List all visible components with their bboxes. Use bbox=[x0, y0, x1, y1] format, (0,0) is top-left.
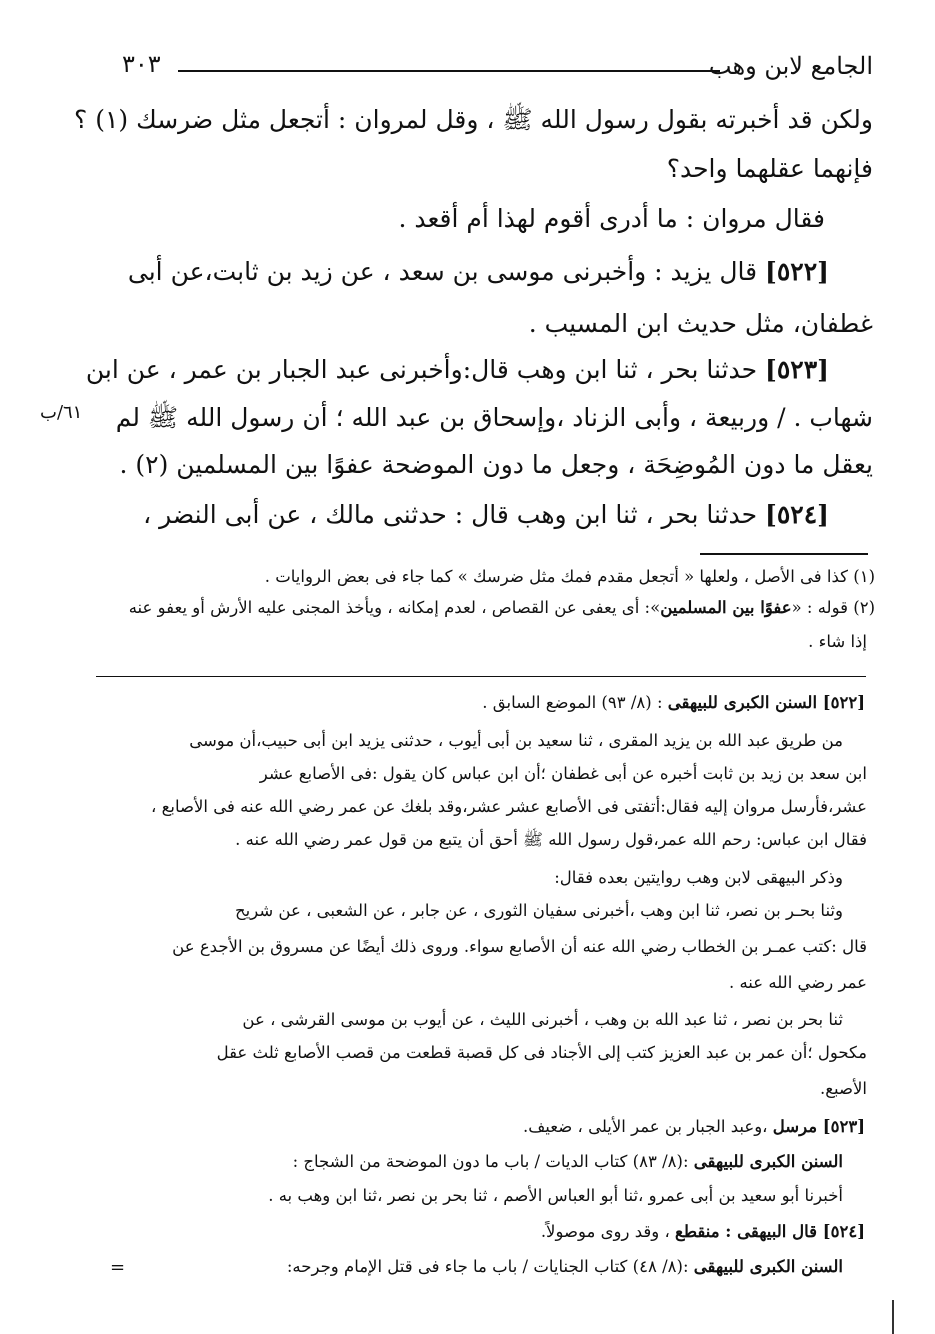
hadith-522-number: [٥٢٢] bbox=[765, 257, 829, 286]
annotation-523-source bbox=[293, 1152, 843, 1171]
footnote-2-continued: إذا شاء . bbox=[808, 632, 867, 651]
hadith-522-line bbox=[128, 257, 829, 286]
continuation-mark: = bbox=[110, 1257, 126, 1278]
main-text-line: يعقل ما دون المُوضِحَة ، وجعل ما دون الموضحة عفوًا بين المسلمين (٢) . bbox=[119, 450, 873, 479]
hadith-524-number: [٥٢٤] bbox=[765, 500, 829, 529]
annotation-524-source bbox=[287, 1257, 843, 1276]
annotation-522-location: : (٨/ ٩٣) الموضع السابق . bbox=[482, 693, 663, 712]
annotation-line: وذكر البيهقى لابن وهب روايتين بعده فقال: bbox=[554, 868, 843, 887]
footnote-1: (١) كذا فى الأصل ، ولعلها « أتجعل مقدم فمك مثل ضرسك » كما جاء فى بعض الروايات . bbox=[264, 567, 875, 586]
hadith-522-text: قال يزيد : وأخبرنى موسى بن سعد ، عن زيد بن ثابت،عن أبى bbox=[127, 257, 758, 286]
main-text-line: شهاب . / وربيعة ، وأبى الزناد ،وإسحاق بن عبد الله ؛ أن رسول الله ﷺ لم bbox=[115, 403, 873, 432]
footnote-2-term: عفوًا بين المسلمين bbox=[660, 598, 792, 617]
running-title: الجامع لابن وهب bbox=[708, 52, 873, 80]
annotation-522-heading bbox=[482, 693, 865, 712]
annotation-line: عمر رضي الله عنه . bbox=[728, 973, 867, 992]
section-separator bbox=[96, 676, 866, 677]
annotation-line: فقال ابن عباس: رحم الله عمر،قول رسول الله ﷺ أحق أن يتبع من قول عمر رضي الله عنه . bbox=[235, 830, 867, 849]
annotation-line: مكحول ؛أن عمر بن عبد العزيز كتب إلى الأجناد فى كل قصبة قطعت من قصب الأصابع ثلث عقل bbox=[216, 1043, 867, 1062]
annotation-524-note: ، وقد روى موصولاً. bbox=[540, 1222, 670, 1241]
annotation-524-grade: [٥٢٤] قال البيهقى : منقطع bbox=[675, 1222, 865, 1241]
annotation-line: أخبرنا أبو سعيد بن أبى عمرو ،ثنا أبو العباس الأصم ، ثنا بحر بن نصر ،ثنا ابن وهب به . bbox=[268, 1186, 843, 1205]
footnote-2 bbox=[129, 598, 875, 617]
hadith-524-line bbox=[143, 500, 829, 529]
annotation-522-source: [٥٢٢] السنن الكبرى للبيهقى bbox=[667, 693, 865, 712]
annotation-523-book: السنن الكبرى للبيهقى bbox=[693, 1152, 843, 1171]
annotation-523-grade: [٥٢٣] مرسل bbox=[772, 1117, 865, 1136]
page-edge-mark bbox=[892, 1300, 894, 1334]
annotation-line: عشر،فأرسل مروان إليه فقال:أتفتى فى الأصابع عشر عشر،وقد بلغك عن عمر رضي الله عنه فى الأصابع ، bbox=[151, 797, 867, 816]
page-number: ٣٠٣ bbox=[122, 50, 161, 78]
hadith-523-text: حدثنا بحر ، ثنا ابن وهب قال:وأخبرنى عبد الجبار بن عمر ، عن ابن bbox=[85, 355, 758, 384]
annotation-line: ابن سعد بن زيد بن ثابت أخبره عن أبى غطفان ؛أن ابن عباس كان يقول :فى الأصابع عشر bbox=[259, 764, 867, 783]
footnote-2-text: »: أى يعفى عن القصاص ، لعدم إمكانه ، ويأخذ المجنى عليه الأرش أو يعفو عنه bbox=[128, 598, 661, 617]
annotation-523-heading bbox=[523, 1117, 865, 1136]
footnote-2-prefix: (٢) قوله : « bbox=[791, 598, 875, 617]
hadith-523-line bbox=[86, 355, 829, 384]
manuscript-folio-note: ٦١/ب bbox=[40, 402, 83, 423]
annotation-524-book: السنن الكبرى للبيهقى bbox=[693, 1257, 843, 1276]
annotation-line: من طريق عبد الله بن يزيد المقرى ، ثنا سعيد بن أبى أيوب ، حدثنى يزيد ابن أبى حبيب،أن موسى bbox=[189, 731, 843, 750]
annotation-523-location: :(٨/ ٨٣) كتاب الديات / باب ما دون الموضحة من الشجاج : bbox=[292, 1152, 689, 1171]
annotation-line: الأصبع. bbox=[819, 1079, 867, 1098]
main-text-line: فإنهما عقلهما واحد؟ bbox=[666, 154, 873, 183]
annotation-line: قال :كتب عمـر بن الخطاب رضي الله عنه أن الأصابع سواء. وروى ذلك أيضًا عن مسروق بن الأجدع عن bbox=[172, 937, 867, 956]
annotation-line: ثنا بحر بن نصر ، ثنا عبد الله بن وهب ، أخبرنى الليث ، عن أيوب بن موسى القرشى ، عن bbox=[242, 1010, 843, 1029]
annotation-524-location: :(٨/ ٤٨) كتاب الجنايات / باب ما جاء فى قتل الإمام وجرحه: bbox=[286, 1257, 689, 1276]
header-rule bbox=[178, 70, 720, 72]
main-text-line: غطفان، مثل حديث ابن المسيب . bbox=[528, 309, 873, 338]
footnote-rule bbox=[700, 553, 868, 555]
annotation-line: وثنا بحـر بن نصر، ثنا ابن وهب ،أخبرنى سفيان الثورى ، عن جابر ، عن الشعبى ، عن شريح bbox=[235, 901, 843, 920]
hadith-524-text: حدثنا بحر ، ثنا ابن وهب قال : حدثنى مالك ، عن أبى النضر ، bbox=[143, 500, 758, 529]
main-text-line: ولكن قد أخبرته بقول رسول الله ﷺ ، وقل لمروان : أتجعل مثل ضرسك (١) ؟ bbox=[74, 105, 873, 134]
hadith-523-number: [٥٢٣] bbox=[765, 355, 829, 384]
annotation-523-note: ،وعبد الجبار بن عمر الأيلى ، ضعيف. bbox=[522, 1117, 768, 1136]
annotation-524-heading bbox=[541, 1222, 865, 1241]
main-text-line: فقال مروان : ما أدرى أقوم لهذا أم أقعد . bbox=[398, 204, 825, 233]
